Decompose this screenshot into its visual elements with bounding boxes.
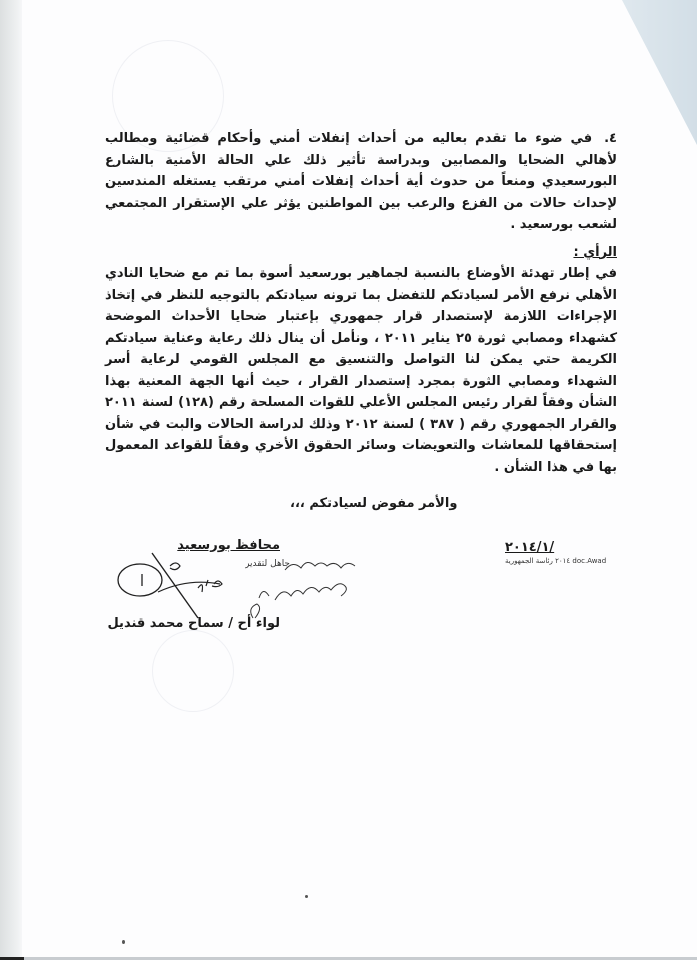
letter-body bbox=[105, 128, 617, 478]
scan-left-edge bbox=[0, 0, 24, 960]
faint-stamp-mark bbox=[152, 630, 234, 712]
handwritten-annotation-icon bbox=[245, 548, 375, 628]
date-block bbox=[505, 540, 617, 565]
opinion-heading: الرأي : bbox=[573, 244, 617, 260]
paragraph-4 bbox=[105, 128, 617, 236]
closing-phrase: والأمر مفوض لسيادتكم ،،، bbox=[290, 496, 458, 511]
annotation-line-1: جاهل لتقدير bbox=[245, 559, 290, 569]
letter-date: ٢٠١٤/١/ bbox=[505, 540, 555, 555]
signatory-name: لواء أح / سماح محمد قنديل bbox=[107, 616, 280, 631]
scan-speck bbox=[305, 895, 308, 898]
opinion-text: في إطار تهدئة الأوضاع بالنسبة لجماهير بورسعيد أسوة بما تم مع ضحايا النادي الأهلي نرفع الأمر لسيادتكم للتفضل بما ترونه سيادتكم بالتوجيه للنظر في إتخاذ الإجراءات اللازمة لإستصدار قرار جمهوري بإعتبار ضحايا الأحداث الموضحة كشهداء ومصابي ثورة ٢٥ يناير ٢٠١١ ، ونأمل أن ينال ذلك رعاية وعناية سيادتكم الكريمة حتي يمكن لنا التواصل والتنسيق مع المجلس القومي لرعاية أسر الشهداء ومصابي الثورة بمجرد إستصدار القرار ، حيث أنها الجهة المعنية بهذا الشأن وفقاً لقرار رئيس المجلس الأعلي للقوات المسلحة رقم (١٢٨) لسنة ٢٠١١ والقرار الجمهوري رقم ( ٣٨٧ ) لسنة ٢٠١٢ وذلك لدراسة الحالات والبت في شأن إستحقاقها للمعاشات والتعويضات وسائر الحقوق الأخري وفقاً للقواعد المعمول بها في هذا الشأن . bbox=[105, 266, 618, 475]
scan-speck bbox=[122, 940, 125, 944]
file-reference: doc.Awad ٢٠١٤ رئاسة الجمهورية bbox=[505, 557, 607, 565]
paragraph-4-text: في ضوء ما تقدم بعاليه من أحداث إنفلات أمني وأحكام قضائية ومطالب لأهالي الضحايا والمصابين وبدراسة تأثير ذلك علي الحالة الأمنية بالشارع البورسعيدي ومنعاً من حدوث أية أحداث إنفلات أمني مرتقب يستغله المندسين لإحداث حالات من الفزع والرعب بين المواطنين يؤثر علي الإستقرار المجتمعي لشعب بورسعيد . bbox=[105, 131, 617, 232]
paragraph-number: ٤. bbox=[604, 131, 617, 146]
signatory-title: محافظ بورسعيد bbox=[177, 538, 280, 553]
handwritten-signature-icon bbox=[110, 548, 260, 628]
